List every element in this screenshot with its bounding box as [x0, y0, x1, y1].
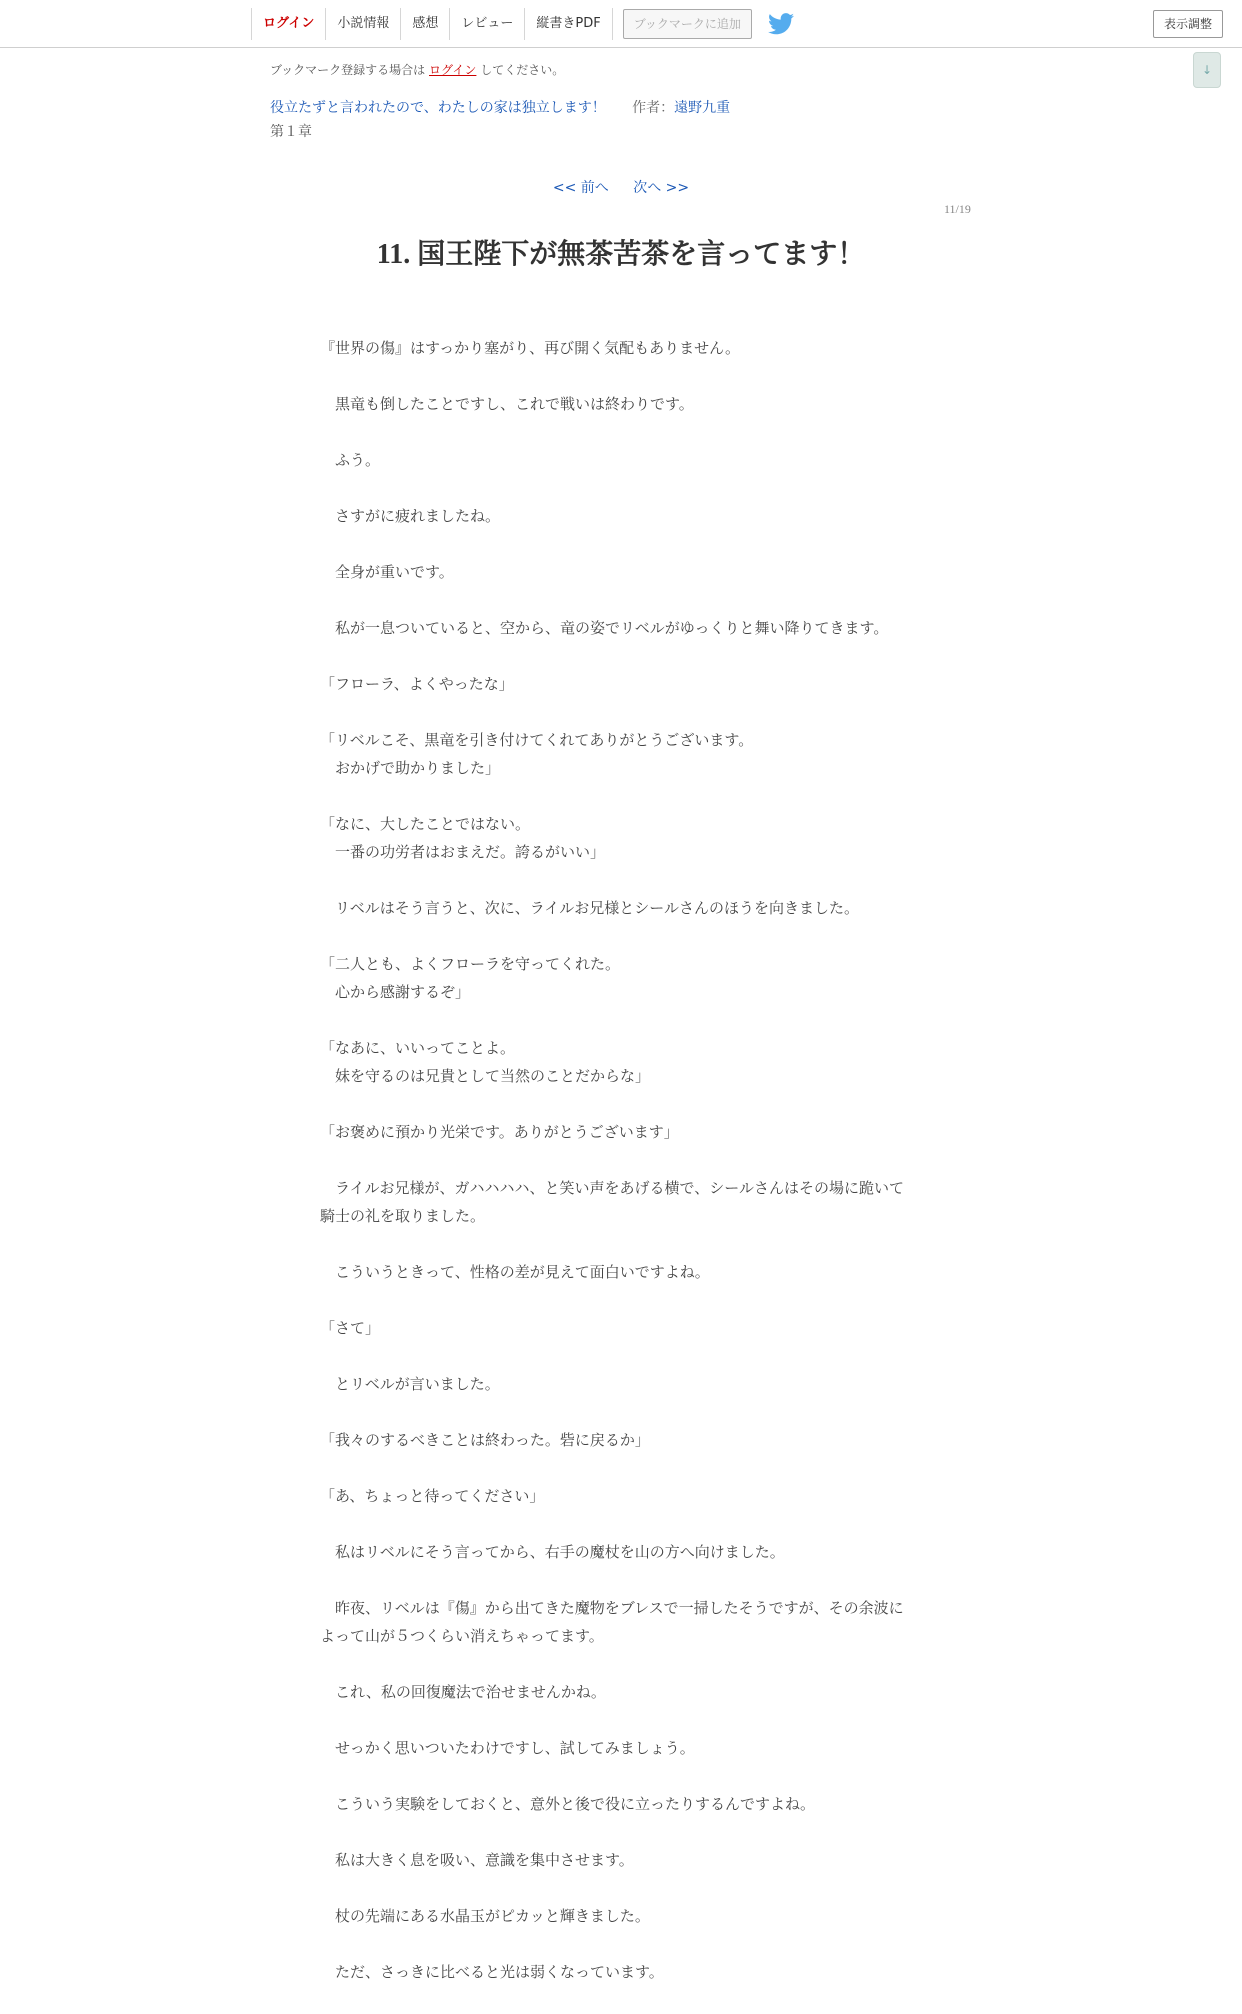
novel-paragraph: 私は大きく息を吸い、意識を集中させます。	[320, 1851, 634, 1869]
novel-paragraph: ただ、さっきに比べると光は弱くなっています。	[320, 1963, 664, 1981]
novel-paragraph: リベルはそう言うと、次に、ライルお兄様とシールさんのほうを向きました。	[320, 899, 859, 917]
bookmark-notice	[270, 61, 564, 78]
novel-paragraph: ライルお兄様が、ガハハハハ、と笑い声をあげる横で、シールさんはその場に跪いて騎士の礼を取りました。	[320, 1179, 904, 1225]
notice-text-after: してください。	[480, 63, 565, 77]
chapter-label: 第１章	[270, 124, 312, 140]
review-link[interactable]: レビュー	[450, 8, 525, 40]
episode-title: 11. 国王陛下が無茶苦茶を言ってます！	[376, 239, 866, 270]
series-title-link[interactable]: 役立たずと言われたので、わたしの家は独立します！	[270, 100, 606, 116]
novel-paragraph: こういう実験をしておくと、意外と後で役に立ったりするんですよね。	[320, 1795, 816, 1813]
novel-paragraph: 昨夜、リベルは『傷』から出てきた魔物をブレスで一掃したそうですが、その余波によって山が５つくらい消えちゃってます。	[320, 1599, 904, 1645]
novel-paragraph: 私が一息ついていると、空から、竜の姿でリベルがゆっくりと舞い降りてきます。	[320, 619, 889, 637]
novel-paragraph: 「我々のするべきことは終わった。砦に戻るか」	[320, 1431, 650, 1449]
novel-paragraph: せっかく思いついたわけですし、試してみましょう。	[320, 1739, 695, 1757]
author-label: 作者：	[632, 100, 675, 116]
novel-paragraph: これ、私の回復魔法で治せませんかね。	[320, 1683, 606, 1701]
novel-paragraph: 「お褒めに預かり光栄です。ありがとうございます」	[320, 1123, 679, 1141]
novel-paragraph: 私はリベルにそう言ってから、右手の魔杖を山の方へ向けました。	[320, 1543, 785, 1561]
novel-paragraph: ふう。	[320, 451, 381, 469]
login-link[interactable]: ログイン	[252, 8, 326, 40]
impressions-link[interactable]: 感想	[401, 8, 450, 40]
author-link[interactable]: 遠野九重	[674, 100, 731, 116]
add-bookmark-button[interactable]: ブックマークに追加	[623, 9, 752, 39]
prev-page-link[interactable]: << 前へ	[552, 180, 609, 196]
novel-paragraph: 「なあに、いいってことよ。 妹を守るのは兄貴として当然のことだからな」	[320, 1039, 651, 1085]
novel-paragraph: 「なに、大したことではない。 一番の功労者はおまえだ。誇るがいい」	[320, 815, 606, 861]
novel-paragraph: 『世界の傷』はすっかり塞がり、再び開く気配もありません。	[320, 339, 741, 357]
pager	[0, 177, 1242, 197]
novel-paragraph: 「あ、ちょっと待ってください」	[320, 1487, 545, 1505]
top-header	[0, 0, 1242, 48]
novel-paragraph: 杖の先端にある水晶玉がピカッと輝きました。	[320, 1907, 650, 1925]
novel-paragraph: 全身が重いです。	[320, 563, 454, 581]
novel-paragraph: とリベルが言いました。	[320, 1375, 500, 1393]
twitter-icon[interactable]	[768, 13, 794, 35]
novel-paragraph: 「フローラ、よくやったな」	[320, 675, 514, 693]
series-info	[270, 97, 730, 117]
novel-body	[320, 334, 916, 2014]
novel-info-link[interactable]: 小説情報	[326, 8, 401, 40]
notice-login-link[interactable]: ログイン	[429, 63, 477, 77]
next-page-link[interactable]: 次へ >>	[633, 180, 690, 196]
vertical-pdf-link[interactable]: 縦書きPDF	[525, 8, 612, 40]
novel-paragraph: さすがに疲れましたね。	[320, 507, 501, 525]
notice-text-before: ブックマーク登録する場合は	[270, 63, 426, 77]
novel-paragraph: 黒竜も倒したことですし、これで戦いは終わりです。	[320, 395, 694, 413]
page-counter: 11/19	[944, 202, 971, 216]
novel-paragraph: こういうときって、性格の差が見えて面白いですよね。	[320, 1263, 710, 1281]
top-nav	[251, 8, 794, 40]
scroll-down-button[interactable]: ↓	[1193, 52, 1221, 88]
novel-paragraph: 「さて」	[320, 1319, 381, 1337]
display-settings-button[interactable]: 表示調整	[1153, 10, 1223, 38]
novel-paragraph: 「リベルこそ、黒竜を引き付けてくれてありがとうございます。 おかげで助かりました」	[320, 731, 754, 777]
novel-paragraph: 「二人とも、よくフローラを守ってくれた。 心から感謝するぞ」	[320, 955, 621, 1001]
